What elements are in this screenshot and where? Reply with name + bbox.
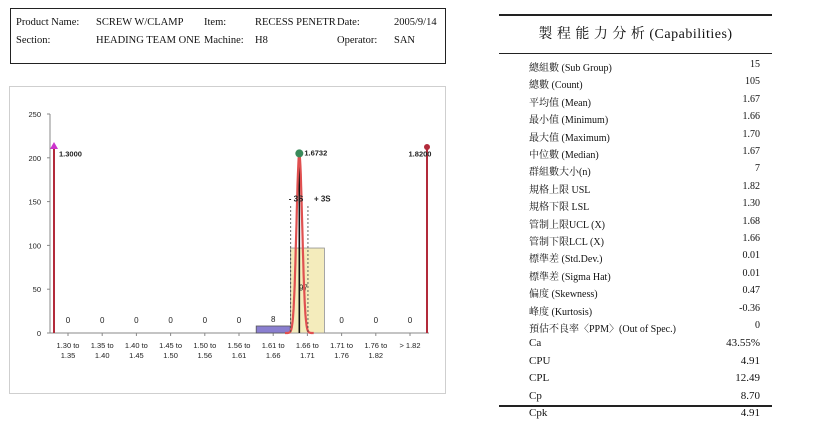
table-row bbox=[499, 370, 772, 387]
x-tick-label: 1.35 bbox=[60, 351, 76, 360]
machine-label: Machine: bbox=[204, 35, 244, 46]
table-header-rule bbox=[499, 53, 772, 54]
row-value: 1.70 bbox=[742, 128, 760, 140]
machine-value: H8 bbox=[255, 35, 268, 46]
section-value: HEADING TEAM ONE bbox=[96, 35, 201, 46]
table-row bbox=[499, 109, 772, 126]
row-value: 1.66 bbox=[742, 233, 760, 244]
x-tick-label: 1.50 to bbox=[193, 341, 217, 350]
row-label: 總組數 (Sub Group) bbox=[529, 63, 612, 74]
table-row bbox=[499, 127, 772, 144]
row-label: Cp bbox=[529, 389, 542, 402]
table-row bbox=[499, 144, 772, 161]
x-tick-label: 1.71 to bbox=[330, 341, 354, 350]
usl-label: 1.8200 bbox=[408, 149, 432, 159]
row-label: CPL bbox=[529, 372, 550, 385]
row-value: 43.55% bbox=[726, 337, 760, 350]
table-row bbox=[499, 248, 772, 265]
capabilities-title: 製 程 能 力 分 析 (Capabilities) bbox=[538, 27, 733, 42]
bar-value-label: 97 bbox=[298, 283, 308, 293]
row-label: CPU bbox=[529, 354, 551, 367]
section-label: Section: bbox=[16, 35, 51, 46]
bar-value-label: 0 bbox=[407, 316, 413, 325]
lsl-label: 1.3000 bbox=[59, 149, 82, 159]
row-value: 1.68 bbox=[742, 215, 760, 227]
bar-value-label: 0 bbox=[339, 316, 344, 325]
table-bottom-rule bbox=[499, 405, 772, 407]
table-row bbox=[499, 388, 772, 405]
x-tick-label: 1.35 to bbox=[90, 341, 114, 350]
histogram-chart bbox=[10, 87, 447, 395]
table-row bbox=[499, 57, 772, 74]
row-value: 105 bbox=[745, 76, 760, 88]
bar-value-label: 0 bbox=[168, 316, 173, 325]
row-label: 群組數大小(n) bbox=[529, 167, 591, 179]
x-tick-label: 1.40 to bbox=[124, 341, 148, 350]
capabilities-table bbox=[499, 14, 772, 419]
row-value: 0 bbox=[755, 320, 760, 331]
row-label: 平均值 (Mean) bbox=[529, 97, 591, 109]
table-row bbox=[499, 266, 772, 283]
x-tick-label: 1.30 to bbox=[56, 341, 80, 350]
row-label: 峰度 (Kurtosis) bbox=[529, 306, 593, 318]
x-tick-label: 1.66 bbox=[265, 351, 281, 360]
item-value: RECESS PENETR bbox=[255, 17, 336, 28]
row-label: 中位數 (Median) bbox=[529, 150, 599, 161]
row-value: 1.82 bbox=[742, 180, 760, 192]
mean-label: 1.6732 bbox=[304, 148, 328, 158]
x-tick-label: 1.50 bbox=[163, 351, 178, 360]
row-label: 偏度 (Skewness) bbox=[529, 289, 598, 301]
plus-3s-label: + 3S bbox=[313, 194, 331, 204]
x-tick-label: 1.76 bbox=[334, 351, 349, 360]
x-tick-label: 1.45 to bbox=[159, 341, 183, 350]
row-value: 1.66 bbox=[742, 111, 760, 123]
item-label: Item: bbox=[204, 17, 227, 28]
bar-value-label: 0 bbox=[202, 316, 208, 325]
bar-value-label: 8 bbox=[270, 314, 276, 324]
row-value: 1.30 bbox=[742, 198, 760, 210]
row-value: 1.67 bbox=[742, 146, 760, 157]
bar-value-label: 0 bbox=[373, 316, 379, 325]
row-value: 8.70 bbox=[740, 389, 760, 402]
row-value: -0.36 bbox=[739, 302, 760, 314]
bar-value-label: 0 bbox=[65, 316, 71, 325]
x-tick-label: 1.56 to bbox=[227, 341, 251, 350]
y-tick-label: 0 bbox=[36, 329, 41, 338]
table-row bbox=[499, 161, 772, 178]
product-name-value: SCREW W/CLAMP bbox=[96, 17, 184, 28]
row-label: 總數 (Count) bbox=[529, 80, 583, 92]
product-name-label: Product Name: bbox=[16, 17, 80, 28]
row-label: 規格上限 USL bbox=[529, 184, 591, 196]
table-row bbox=[499, 318, 772, 335]
histogram-panel bbox=[9, 86, 446, 394]
bar-value-label: 0 bbox=[99, 316, 105, 325]
row-value: 0.47 bbox=[742, 285, 760, 297]
date-label: Date: bbox=[337, 17, 360, 28]
row-value: 0.01 bbox=[742, 267, 760, 279]
row-label: 預估不良率〈PPM〉(Out of Spec.) bbox=[529, 324, 676, 335]
table-row bbox=[499, 301, 772, 318]
operator-label: Operator: bbox=[337, 35, 378, 46]
table-row bbox=[499, 179, 772, 196]
y-tick-label: 50 bbox=[32, 285, 41, 295]
x-tick-label: 1.71 bbox=[300, 351, 315, 360]
table-row bbox=[499, 405, 772, 422]
x-tick-label: 1.56 bbox=[197, 351, 213, 360]
x-tick-label: 1.45 bbox=[129, 351, 144, 360]
table-row bbox=[499, 92, 772, 109]
bar-value-label: 0 bbox=[236, 316, 242, 325]
row-label: 標準差 (Std.Dev.) bbox=[529, 254, 603, 266]
y-tick-label: 150 bbox=[28, 197, 41, 207]
table-row bbox=[499, 335, 772, 352]
table-row bbox=[499, 196, 772, 213]
mean-marker-icon bbox=[295, 149, 303, 157]
lsl-marker-icon bbox=[50, 142, 58, 149]
x-tick-label: 1.66 to bbox=[295, 341, 319, 350]
x-tick-label: 1.76 to bbox=[364, 341, 388, 350]
row-label: 最小值 (Minimum) bbox=[529, 115, 609, 127]
x-tick-label: > 1.82 bbox=[399, 341, 421, 350]
row-label: Ca bbox=[529, 337, 542, 350]
row-label: 管制下限LCL (X) bbox=[529, 237, 604, 248]
row-value: 4.91 bbox=[740, 407, 760, 419]
table-row bbox=[499, 283, 772, 300]
x-tick-label: 1.40 bbox=[94, 351, 110, 360]
row-label: 標準差 (Sigma Hat) bbox=[529, 271, 611, 283]
x-tick-label: 1.61 bbox=[231, 351, 247, 360]
report-header bbox=[10, 8, 446, 64]
table-row bbox=[499, 214, 772, 231]
row-value: 15 bbox=[750, 59, 760, 70]
row-label: 規格下限 LSL bbox=[529, 202, 590, 214]
table-top-rule bbox=[499, 14, 772, 16]
row-label: 管制上限UCL (X) bbox=[529, 219, 606, 231]
date-value: 2005/9/14 bbox=[394, 17, 437, 28]
table-row bbox=[499, 74, 772, 91]
bar-value-label: 0 bbox=[134, 316, 139, 325]
x-tick-label: 1.82 bbox=[368, 351, 384, 360]
y-tick-label: 200 bbox=[28, 153, 41, 163]
row-value: 12.49 bbox=[735, 372, 760, 385]
operator-value: SAN bbox=[394, 35, 416, 46]
row-label: 最大值 (Maximum) bbox=[529, 132, 610, 144]
table-row bbox=[499, 231, 772, 248]
table-row bbox=[499, 353, 772, 370]
row-value: 4.91 bbox=[740, 354, 760, 367]
y-tick-label: 100 bbox=[28, 241, 41, 251]
x-tick-label: 1.61 to bbox=[261, 341, 285, 350]
row-value: 7 bbox=[755, 163, 760, 175]
minus-3s-label: - 3S bbox=[288, 194, 304, 204]
row-value: 0.01 bbox=[742, 250, 760, 262]
y-tick-label: 250 bbox=[28, 110, 41, 119]
row-value: 1.67 bbox=[742, 93, 760, 105]
row-label: Cpk bbox=[529, 407, 548, 419]
